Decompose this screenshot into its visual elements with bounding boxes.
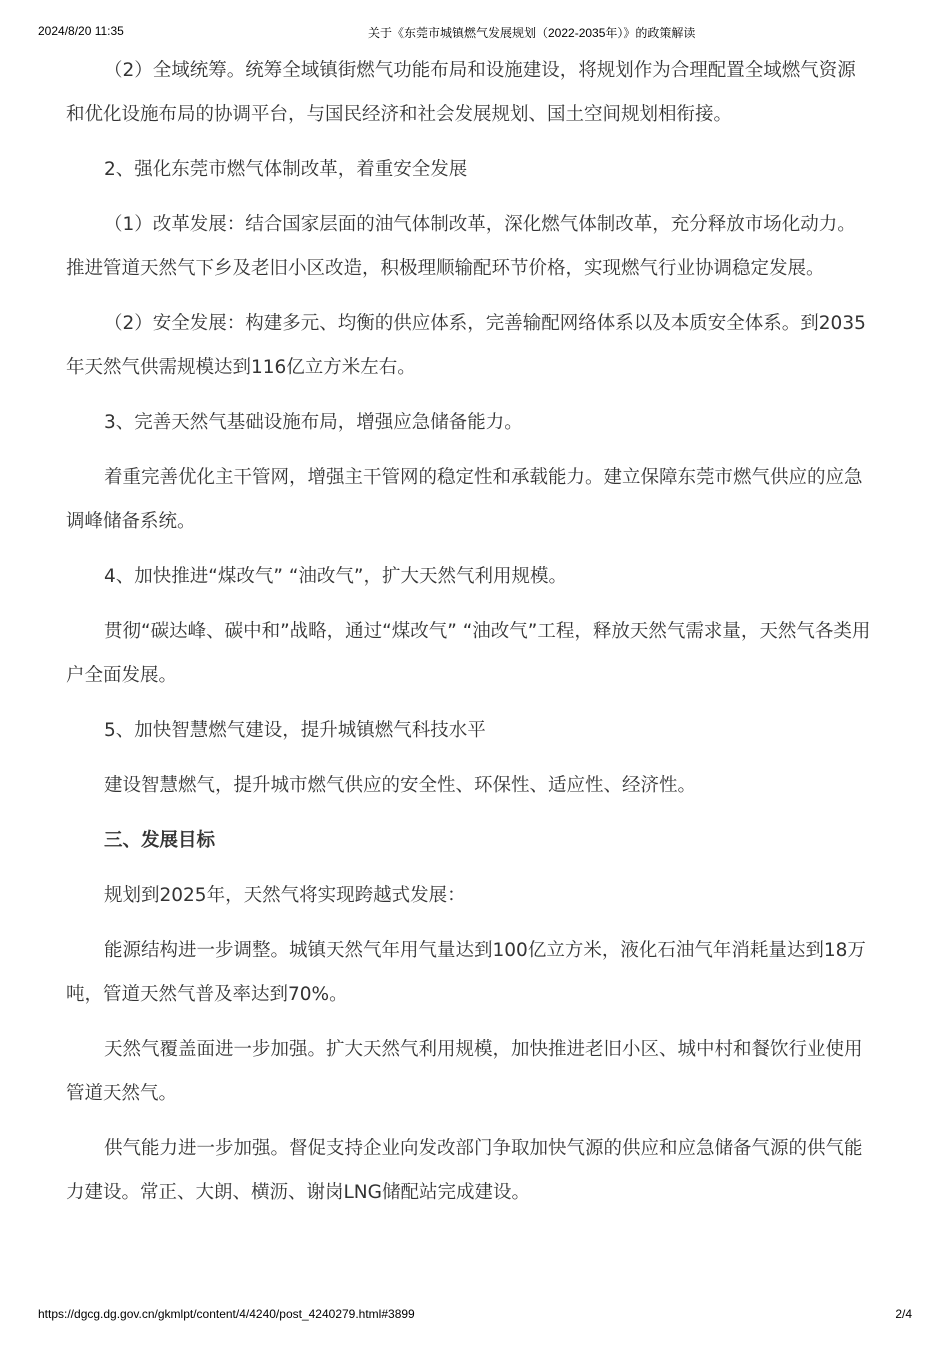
paragraph-energy-structure: 能源结构进一步调整。城镇天然气年用气量达到100亿立方米，液化石油气年消耗量达到18万吨，管道天然气普及率达到70%。	[66, 940, 866, 1005]
section-heading-coal-to-gas: 4、加快推进“煤改气” “油改气”，扩大天然气利用规模。	[104, 566, 567, 587]
paragraph-supply-capacity: 供气能力进一步加强。督促支持企业向发改部门争取加快气源的供应和应急储备气源的供气能力建设。常正、大朗、横沥、谢岗LNG储配站完成建设。	[66, 1138, 863, 1203]
print-footer-url: https://dgcg.dg.gov.cn/gkmlpt/content/4/4240/post_4240279.html#3899	[38, 1307, 415, 1321]
paragraph-goals-intro: 规划到2025年，天然气将实现跨越式发展：	[104, 885, 466, 906]
paragraph-global-coordination: （2）全域统筹。统筹全域镇街燃气功能布局和设施建设，将规划作为合理配置全域燃气资源和优化设施布局的协调平台，与国民经济和社会发展规划、国土空间规划相衔接。	[66, 60, 856, 125]
article-body	[66, 49, 872, 1226]
paragraph-smart-gas: 建设智慧燃气，提升城市燃气供应的安全性、环保性、适应性、经济性。	[104, 775, 697, 796]
paragraph-infrastructure: 着重完善优化主干管网，增强主干管网的稳定性和承载能力。建立保障东莞市燃气供应的应急调峰储备系统。	[66, 467, 863, 532]
paragraph-coal-to-gas: 贯彻“碳达峰、碳中和”战略，通过“煤改气” “油改气”工程，释放天然气需求量，天然气各类用户全面发展。	[66, 621, 871, 686]
section-heading-goals: 三、发展目标	[104, 830, 216, 851]
paragraph-reform-development: （1）改革发展：结合国家层面的油气体制改革，深化燃气体制改革，充分释放市场化动力。推进管道天然气下乡及老旧小区改造，积极理顺输配环节价格，实现燃气行业协调稳定发展。	[66, 214, 856, 279]
section-heading-smart-gas: 5、加快智慧燃气建设，提升城镇燃气科技水平	[104, 720, 486, 741]
section-heading-reform: 2、强化东莞市燃气体制改革，着重安全发展	[104, 159, 468, 180]
section-heading-infrastructure: 3、完善天然气基础设施布局，增强应急储备能力。	[104, 412, 523, 433]
print-page-number: 2/4	[895, 1307, 912, 1321]
paragraph-safe-development: （2）安全发展：构建多元、均衡的供应体系，完善输配网络体系以及本质安全体系。到2035年天然气供需规模达到116亿立方米左右。	[66, 313, 866, 378]
print-datetime: 2024/8/20 11:35	[38, 24, 124, 38]
paragraph-coverage: 天然气覆盖面进一步加强。扩大天然气利用规模，加快推进老旧小区、城中村和餐饮行业使用管道天然气。	[66, 1039, 863, 1104]
print-header-title: 关于《东莞市城镇燃气发展规划（2022-2035年）》的政策解读	[368, 26, 696, 40]
